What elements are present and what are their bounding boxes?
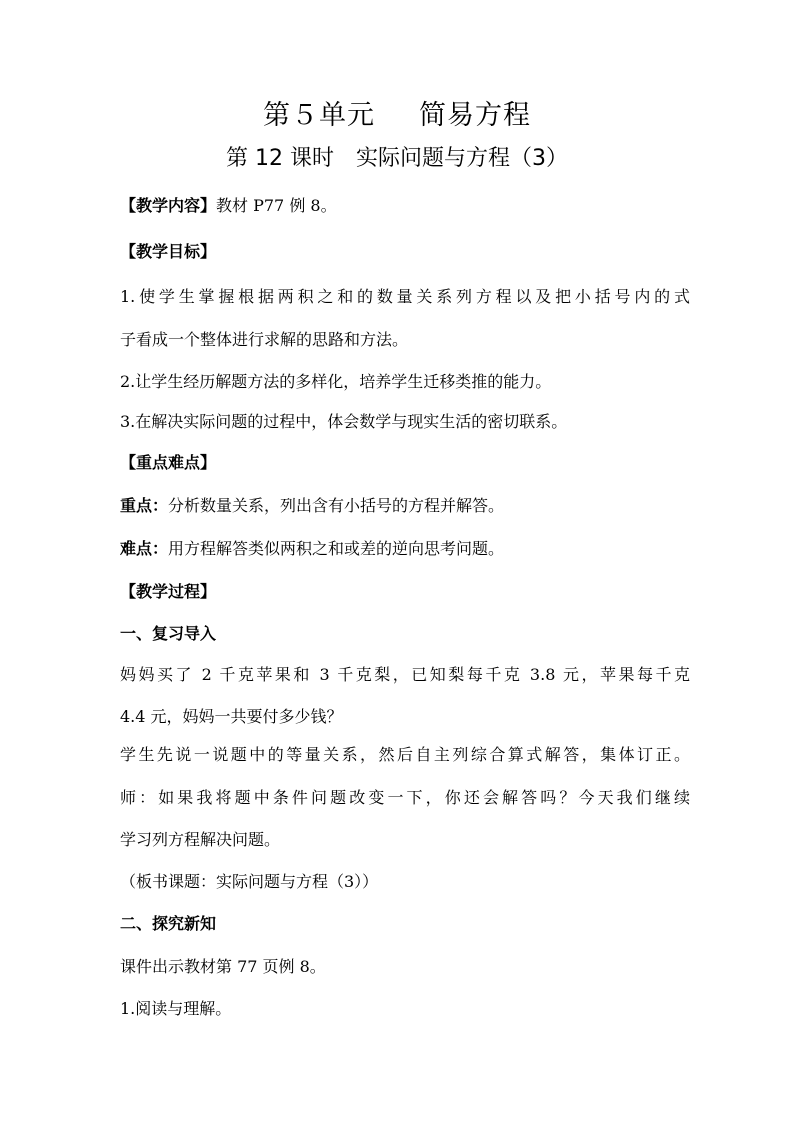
goals-heading: 【教学目标】 <box>120 242 217 261</box>
key-point-line <box>120 494 690 518</box>
keypoints-heading: 【重点难点】 <box>120 453 217 472</box>
lesson-number: 第 12 课时 <box>226 146 334 171</box>
content-line <box>120 194 690 218</box>
section-1-heading: 一、复习导入 <box>120 624 217 643</box>
goal-item-1-line-1: 1.使学生掌握根据两积之和的数量关系列方程以及把小括号内的式 <box>120 287 690 306</box>
teacher-line-1: 师：如果我将题中条件问题改变一下，你还会解答吗？今天我们继续 <box>120 788 690 807</box>
lesson-subtitle <box>0 144 794 174</box>
lesson-topic: 实际问题与方程（3） <box>355 146 568 171</box>
section-2-heading: 二、探究新知 <box>120 914 217 933</box>
review-activity-line: 学生先说一说题中的等量关系，然后自主列综合算式解答，集体订正。 <box>120 745 690 764</box>
unit-label: 第５单元 <box>263 100 375 131</box>
difficult-point-label: 难点： <box>120 539 169 558</box>
process-heading: 【教学过程】 <box>120 582 217 601</box>
content-heading: 【教学内容】 <box>120 196 217 215</box>
unit-topic: 简易方程 <box>419 100 531 131</box>
difficult-point-line <box>120 537 690 561</box>
courseware-line: 课件出示教材第 77 页例 8。 <box>120 957 326 976</box>
key-point-text: 分析数量关系，列出含有小括号的方程并解答。 <box>168 496 505 515</box>
review-problem-line-1: 妈妈买了 2 千克苹果和 3 千克梨，已知梨每千克 3.8 元，苹果每千克 <box>120 665 690 684</box>
board-title-line: （板书课题：实际问题与方程（3）） <box>120 872 379 891</box>
goal-item-2: 2.让学生经历解题方法的多样化，培养学生迁移类推的能力。 <box>120 372 552 391</box>
goal-item-3: 3.在解决实际问题的过程中，体会数学与现实生活的密切联系。 <box>120 412 568 431</box>
review-problem-line-2: 4.4 元，妈妈一共要付多少钱？ <box>120 707 343 726</box>
teacher-line-2: 学习列方程解决问题。 <box>120 830 281 849</box>
key-point-label: 重点： <box>120 496 169 515</box>
reading-step-line: 1.阅读与理解。 <box>120 999 232 1018</box>
goal-item-1-line-2: 子看成一个整体进行求解的思路和方法。 <box>120 330 409 349</box>
difficult-point-text: 用方程解答类似两积之和或差的逆向思考问题。 <box>168 539 505 558</box>
content-text: 教材 P77 例 8。 <box>216 196 337 215</box>
page-title <box>0 98 794 134</box>
